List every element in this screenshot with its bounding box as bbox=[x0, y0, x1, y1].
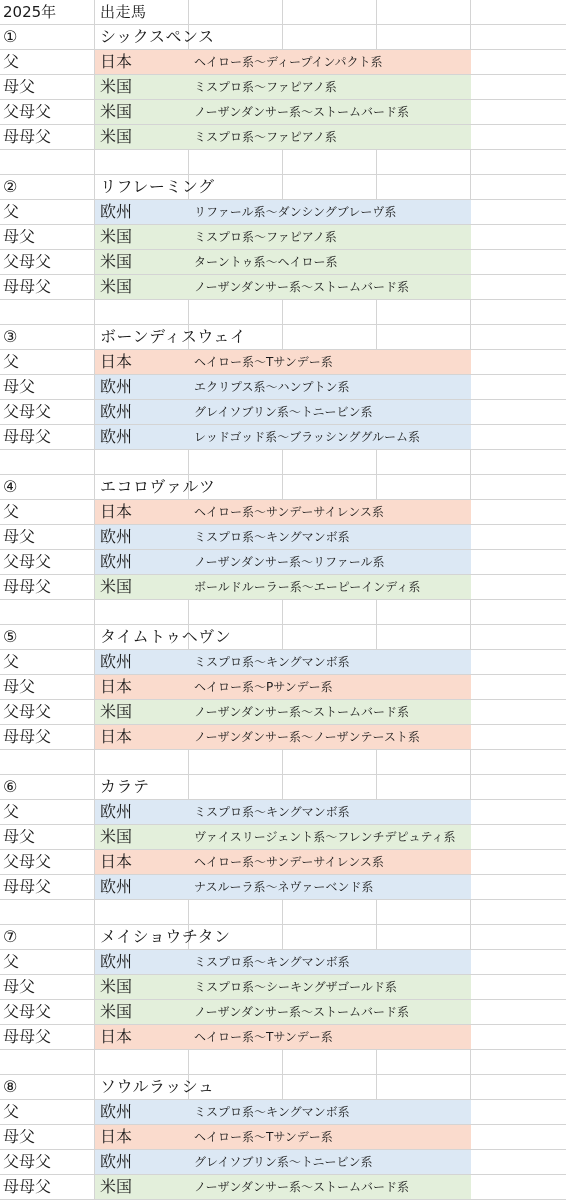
pedigree-row[interactable] bbox=[0, 425, 566, 450]
pedigree-row[interactable] bbox=[0, 1175, 566, 1200]
role-cell[interactable]: 父母父 bbox=[3, 552, 52, 571]
region-cell[interactable]: 米国 bbox=[100, 127, 133, 146]
sire-line-cell[interactable]: ヘイロー系〜サンデーサイレンス系 bbox=[194, 505, 384, 519]
sire-line-cell[interactable]: ヘイロー系〜Tサンデー系 bbox=[194, 355, 333, 369]
role-cell[interactable]: 父 bbox=[3, 802, 20, 821]
region-cell[interactable]: 米国 bbox=[100, 77, 133, 96]
region-cell[interactable]: 欧州 bbox=[100, 552, 133, 571]
sire-line-cell[interactable]: レッドゴッド系〜ブラッシンググルーム系 bbox=[194, 430, 421, 444]
role-cell[interactable]: 母父 bbox=[3, 977, 36, 996]
horse-number-cell[interactable]: ① bbox=[3, 27, 18, 46]
role-cell[interactable]: 父 bbox=[3, 502, 20, 521]
region-cell[interactable]: 米国 bbox=[100, 227, 133, 246]
pedigree-row[interactable] bbox=[0, 375, 566, 400]
sire-line-cell[interactable]: ヘイロー系〜Tサンデー系 bbox=[194, 1130, 333, 1144]
sire-line-cell[interactable]: ターントゥ系〜ヘイロー系 bbox=[194, 255, 338, 269]
role-cell[interactable]: 父母父 bbox=[3, 1152, 52, 1171]
region-cell[interactable]: 欧州 bbox=[100, 802, 133, 821]
horse-number-cell[interactable]: ⑤ bbox=[3, 627, 18, 646]
role-cell[interactable]: 父 bbox=[3, 1102, 20, 1121]
region-cell[interactable]: 米国 bbox=[100, 977, 133, 996]
pedigree-row[interactable] bbox=[0, 700, 566, 725]
sire-line-cell[interactable]: ミスプロ系〜キングマンボ系 bbox=[194, 1105, 350, 1119]
role-cell[interactable]: 父 bbox=[3, 652, 20, 671]
region-cell[interactable]: 欧州 bbox=[100, 402, 133, 421]
pedigree-row[interactable] bbox=[0, 1125, 566, 1150]
horse-name-cell[interactable]: シックスペンス bbox=[100, 27, 215, 46]
horse-row[interactable] bbox=[0, 925, 566, 950]
pedigree-row[interactable] bbox=[0, 800, 566, 825]
pedigree-row[interactable] bbox=[0, 125, 566, 150]
sire-line-cell[interactable]: ノーザンダンサー系〜ストームバード系 bbox=[194, 1180, 410, 1194]
region-cell[interactable]: 米国 bbox=[100, 252, 133, 271]
sire-line-cell[interactable]: リファール系〜ダンシングブレーヴ系 bbox=[194, 205, 397, 219]
region-cell[interactable]: 日本 bbox=[100, 677, 133, 696]
role-cell[interactable]: 母母父 bbox=[3, 877, 52, 896]
sire-line-cell[interactable]: グレイソブリン系〜トニービン系 bbox=[194, 405, 373, 419]
role-cell[interactable]: 母母父 bbox=[3, 427, 52, 446]
pedigree-row[interactable] bbox=[0, 575, 566, 600]
role-cell[interactable]: 母父 bbox=[3, 527, 36, 546]
horse-number-cell[interactable]: ③ bbox=[3, 327, 18, 346]
role-cell[interactable]: 母父 bbox=[3, 1127, 36, 1146]
pedigree-row[interactable] bbox=[0, 250, 566, 275]
role-cell[interactable]: 父 bbox=[3, 352, 20, 371]
horse-number-cell[interactable]: ④ bbox=[3, 477, 18, 496]
horse-number-cell[interactable]: ⑥ bbox=[3, 777, 18, 796]
role-cell[interactable]: 父母父 bbox=[3, 702, 52, 721]
pedigree-row[interactable] bbox=[0, 225, 566, 250]
sire-line-cell[interactable]: ノーザンダンサー系〜ストームバード系 bbox=[194, 1005, 410, 1019]
pedigree-row[interactable] bbox=[0, 1100, 566, 1125]
region-cell[interactable]: 日本 bbox=[100, 727, 133, 746]
sire-line-cell[interactable]: エクリプス系〜ハンプトン系 bbox=[194, 380, 350, 394]
pedigree-row[interactable] bbox=[0, 850, 566, 875]
horse-name-cell[interactable]: リフレーミング bbox=[100, 177, 215, 196]
role-cell[interactable]: 母母父 bbox=[3, 1177, 52, 1196]
region-cell[interactable]: 日本 bbox=[100, 52, 133, 71]
region-cell[interactable]: 米国 bbox=[100, 1177, 133, 1196]
region-cell[interactable]: 米国 bbox=[100, 827, 133, 846]
role-cell[interactable]: 父母父 bbox=[3, 252, 52, 271]
region-cell[interactable]: 日本 bbox=[100, 502, 133, 521]
empty-row[interactable] bbox=[0, 1050, 566, 1075]
region-cell[interactable]: 米国 bbox=[100, 277, 133, 296]
pedigree-row[interactable] bbox=[0, 875, 566, 900]
sire-line-cell[interactable]: ノーザンダンサー系〜ストームバード系 bbox=[194, 280, 410, 294]
pedigree-row[interactable] bbox=[0, 200, 566, 225]
region-cell[interactable]: 日本 bbox=[100, 1027, 133, 1046]
horse-row[interactable] bbox=[0, 325, 566, 350]
horse-row[interactable] bbox=[0, 625, 566, 650]
sire-line-cell[interactable]: ヘイロー系〜Pサンデー系 bbox=[194, 680, 333, 694]
sire-line-cell[interactable]: ヘイロー系〜Tサンデー系 bbox=[194, 1030, 333, 1044]
sire-line-cell[interactable]: ミスプロ系〜キングマンボ系 bbox=[194, 530, 350, 544]
sire-line-cell[interactable]: ヘイロー系〜サンデーサイレンス系 bbox=[194, 855, 384, 869]
pedigree-row[interactable] bbox=[0, 75, 566, 100]
empty-row[interactable] bbox=[0, 600, 566, 625]
sire-line-cell[interactable]: ヴァイスリージェント系〜フレンチデピュティ系 bbox=[194, 830, 456, 844]
horse-name-cell[interactable]: ソウルラッシュ bbox=[100, 1077, 215, 1096]
horse-number-cell[interactable]: ⑦ bbox=[3, 927, 18, 946]
role-cell[interactable]: 母母父 bbox=[3, 127, 52, 146]
region-cell[interactable]: 欧州 bbox=[100, 427, 133, 446]
header-row[interactable] bbox=[0, 0, 566, 25]
role-cell[interactable]: 父 bbox=[3, 952, 20, 971]
horse-row[interactable] bbox=[0, 175, 566, 200]
pedigree-row[interactable] bbox=[0, 550, 566, 575]
horse-name-cell[interactable]: ボーンディスウェイ bbox=[100, 327, 247, 346]
region-cell[interactable]: 日本 bbox=[100, 1127, 133, 1146]
horse-row[interactable] bbox=[0, 25, 566, 50]
sire-line-cell[interactable]: ミスプロ系〜ファピアノ系 bbox=[194, 130, 337, 144]
region-cell[interactable]: 米国 bbox=[100, 577, 133, 596]
sire-line-cell[interactable]: ノーザンダンサー系〜ストームバード系 bbox=[194, 705, 410, 719]
role-cell[interactable]: 母父 bbox=[3, 827, 36, 846]
pedigree-row[interactable] bbox=[0, 825, 566, 850]
empty-row[interactable] bbox=[0, 300, 566, 325]
pedigree-row[interactable] bbox=[0, 975, 566, 1000]
region-cell[interactable]: 日本 bbox=[100, 352, 133, 371]
role-cell[interactable]: 父母父 bbox=[3, 402, 52, 421]
sire-line-cell[interactable]: ヘイロー系〜ディープインパクト系 bbox=[194, 55, 383, 69]
horse-name-cell[interactable]: メイショウチタン bbox=[100, 927, 231, 946]
header-title-cell[interactable]: 出走馬 bbox=[100, 3, 147, 21]
horse-number-cell[interactable]: ② bbox=[3, 177, 18, 196]
role-cell[interactable]: 母母父 bbox=[3, 727, 52, 746]
empty-row[interactable] bbox=[0, 450, 566, 475]
horse-name-cell[interactable]: カラテ bbox=[100, 777, 150, 796]
horse-number-cell[interactable]: ⑧ bbox=[3, 1077, 18, 1096]
region-cell[interactable]: 米国 bbox=[100, 1002, 133, 1021]
region-cell[interactable]: 欧州 bbox=[100, 1102, 133, 1121]
horse-row[interactable] bbox=[0, 1075, 566, 1100]
pedigree-row[interactable] bbox=[0, 1150, 566, 1175]
pedigree-row[interactable] bbox=[0, 950, 566, 975]
sire-line-cell[interactable]: グレイソブリン系〜トニービン系 bbox=[194, 1155, 373, 1169]
region-cell[interactable]: 欧州 bbox=[100, 952, 133, 971]
role-cell[interactable]: 母父 bbox=[3, 77, 36, 96]
sire-line-cell[interactable]: ミスプロ系〜ファピアノ系 bbox=[194, 230, 337, 244]
role-cell[interactable]: 父母父 bbox=[3, 1002, 52, 1021]
horse-row[interactable] bbox=[0, 475, 566, 500]
pedigree-row[interactable] bbox=[0, 275, 566, 300]
region-cell[interactable]: 日本 bbox=[100, 852, 133, 871]
pedigree-row[interactable] bbox=[0, 525, 566, 550]
pedigree-row[interactable] bbox=[0, 100, 566, 125]
sire-line-cell[interactable]: ナスルーラ系〜ネヴァーベンド系 bbox=[194, 880, 374, 894]
region-cell[interactable]: 米国 bbox=[100, 702, 133, 721]
region-cell[interactable]: 欧州 bbox=[100, 527, 133, 546]
region-cell[interactable]: 米国 bbox=[100, 102, 133, 121]
pedigree-row[interactable] bbox=[0, 50, 566, 75]
region-cell[interactable]: 欧州 bbox=[100, 877, 133, 896]
horse-row[interactable] bbox=[0, 775, 566, 800]
role-cell[interactable]: 父 bbox=[3, 202, 20, 221]
pedigree-row[interactable] bbox=[0, 725, 566, 750]
pedigree-row[interactable] bbox=[0, 350, 566, 375]
sire-line-cell[interactable]: ミスプロ系〜キングマンボ系 bbox=[194, 655, 350, 669]
empty-row[interactable] bbox=[0, 150, 566, 175]
sire-line-cell[interactable]: ノーザンダンサー系〜リファール系 bbox=[194, 555, 385, 569]
role-cell[interactable]: 母父 bbox=[3, 677, 36, 696]
role-cell[interactable]: 父母父 bbox=[3, 102, 52, 121]
pedigree-row[interactable] bbox=[0, 1000, 566, 1025]
role-cell[interactable]: 母父 bbox=[3, 377, 36, 396]
pedigree-row[interactable] bbox=[0, 650, 566, 675]
sire-line-cell[interactable]: ノーザンダンサー系〜ストームバード系 bbox=[194, 105, 410, 119]
region-cell[interactable]: 欧州 bbox=[100, 1152, 133, 1171]
pedigree-row[interactable] bbox=[0, 1025, 566, 1050]
role-cell[interactable]: 母母父 bbox=[3, 277, 52, 296]
sire-line-cell[interactable]: ノーザンダンサー系〜ノーザンテースト系 bbox=[194, 730, 420, 744]
sire-line-cell[interactable]: ボールドルーラー系〜エーピーインディ系 bbox=[194, 580, 421, 594]
empty-row[interactable] bbox=[0, 900, 566, 925]
role-cell[interactable]: 母母父 bbox=[3, 1027, 52, 1046]
role-cell[interactable]: 母母父 bbox=[3, 577, 52, 596]
empty-row[interactable] bbox=[0, 750, 566, 775]
sire-line-cell[interactable]: ミスプロ系〜シーキングザゴールド系 bbox=[194, 980, 397, 994]
sire-line-cell[interactable]: ミスプロ系〜キングマンボ系 bbox=[194, 805, 350, 819]
horse-name-cell[interactable]: タイムトゥヘヴン bbox=[100, 627, 232, 646]
pedigree-row[interactable] bbox=[0, 400, 566, 425]
pedigree-row[interactable] bbox=[0, 675, 566, 700]
role-cell[interactable]: 父母父 bbox=[3, 852, 52, 871]
role-cell[interactable]: 母父 bbox=[3, 227, 36, 246]
region-cell[interactable]: 欧州 bbox=[100, 652, 133, 671]
region-cell[interactable]: 欧州 bbox=[100, 202, 133, 221]
role-cell[interactable]: 父 bbox=[3, 52, 20, 71]
horse-name-cell[interactable]: エコロヴァルツ bbox=[100, 477, 216, 496]
pedigree-row[interactable] bbox=[0, 500, 566, 525]
sire-line-cell[interactable]: ミスプロ系〜キングマンボ系 bbox=[194, 955, 350, 969]
region-cell[interactable]: 欧州 bbox=[100, 377, 133, 396]
year-cell[interactable]: 2025年 bbox=[3, 3, 57, 21]
sire-line-cell[interactable]: ミスプロ系〜ファピアノ系 bbox=[194, 80, 337, 94]
